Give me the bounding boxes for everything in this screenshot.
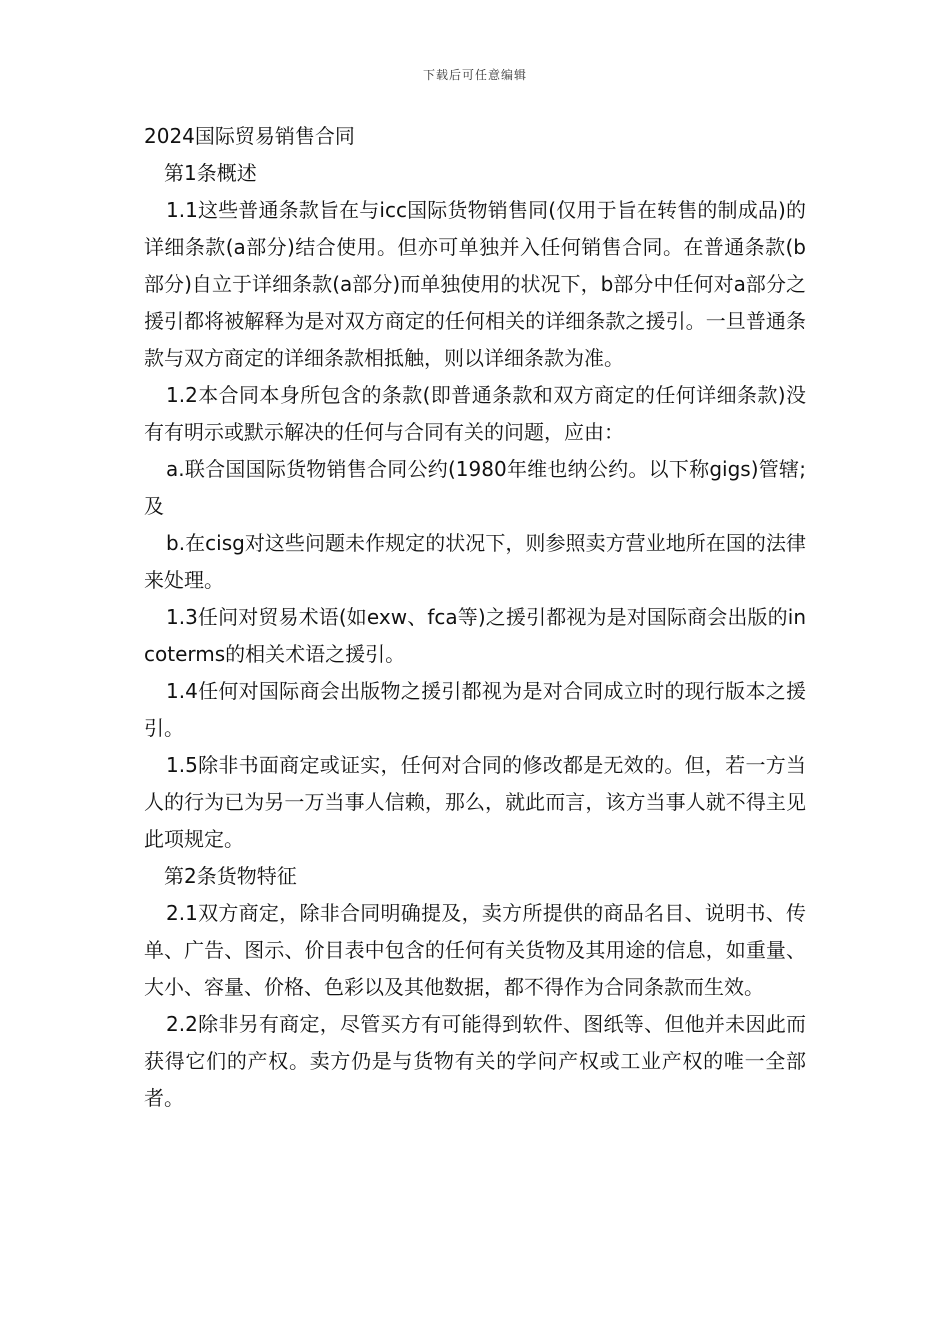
page-header-note: 下载后可任意编辑 (422, 68, 527, 82)
clause-2-1: 2.1双方商定，除非合同明确提及，卖方所提供的商品名目、说明书、传单、广告、图示、价目表中包含的任何有关货物及其用途的信息，如重量、大小、容量、价格、色彩以及其他数据，都不得作为合同条款而生效。 (144, 901, 806, 999)
clause-1-5: 1.5除非书面商定或证实，任何对合同的修改都是无效的。但，若一方当人的行为已为另一万当事人信赖，那么，就此而言，该方当事人就不得主见此项规定。 (144, 753, 806, 851)
clause-1-2-b: b.在cisg对这些问题未作规定的状况下，则参照卖方营业地所在国的法律来处理。 (144, 531, 806, 592)
document-body (144, 118, 806, 1117)
section-heading-2: 第2条货物特征 (164, 864, 297, 888)
clause-1-3: 1.3任问对贸易术语(如exw、fca等)之援引都视为是对国际商会出版的incoterms的相关术语之援引。 (144, 605, 806, 666)
clause-2-2: 2.2除非另有商定，尽管买方有可能得到软件、图纸等、但他并未因此而获得它们的产权。卖方仍是与货物有关的学问产权或工业产权的唯一全部者。 (144, 1012, 806, 1110)
clause-1-2-a: a.联合国国际货物销售合同公约(1980年维也纳公约。以下称gigs)管辖;及 (144, 457, 806, 518)
section-heading-1: 第1条概述 (164, 161, 257, 185)
document-title: 2024国际贸易销售合同 (144, 124, 355, 148)
clause-1-1: 1.1这些普通条款旨在与icc国际货物销售同(仅用于旨在转售的制成品)的详细条款(a部分)结合使用。但亦可单独并入任何销售合同。在普通条款(b部分)自立于详细条款(a部分)而单独使用的状况下，b部分中任何对a部分之援引都将被解释为是对双方商定的任何相关的详细条款之援引。一旦普通条款与双方商定的详细条款相抵触，则以详细条款为准。 (144, 198, 806, 370)
clause-1-2: 1.2本合同本身所包含的条款(即普通条款和双方商定的任何详细条款)没有有明示或默示解决的任何与合同有关的问题，应由： (144, 383, 806, 444)
clause-1-4: 1.4任何对国际商会出版物之援引都视为是对合同成立时的现行版本之援引。 (144, 679, 806, 740)
